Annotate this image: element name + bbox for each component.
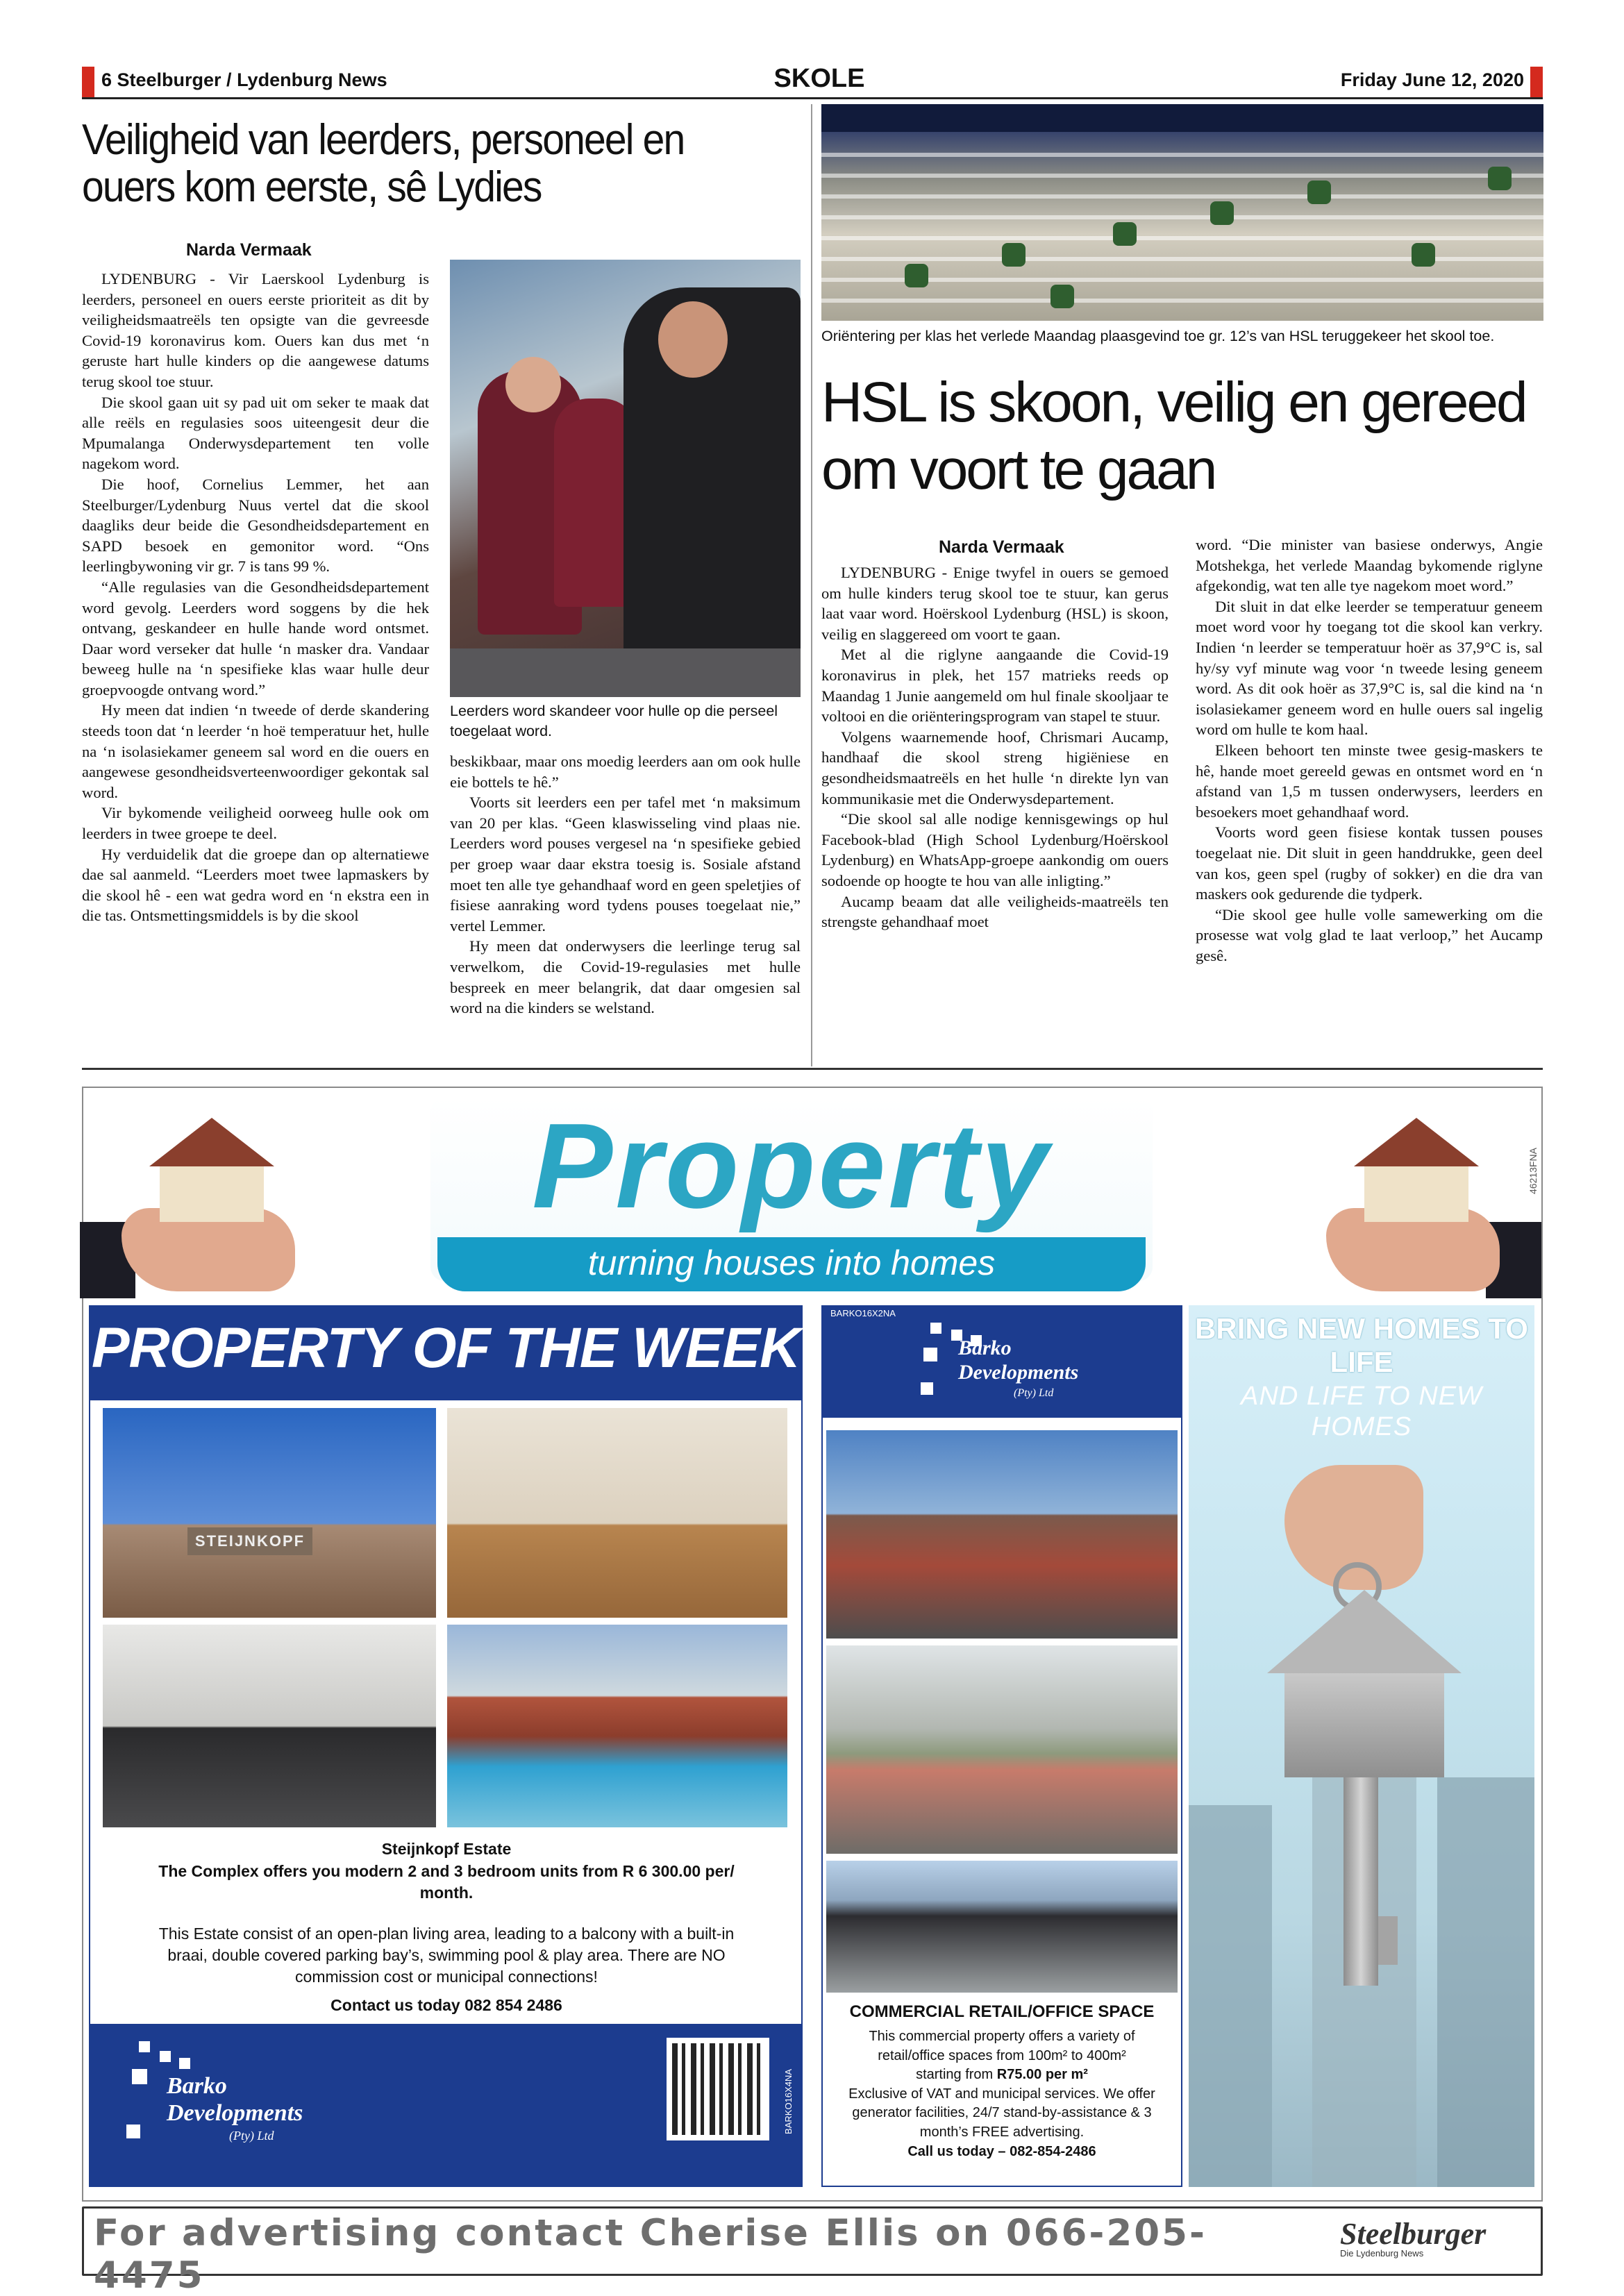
header-section-title: SKOLE (773, 64, 865, 93)
story2-paragraph: “Die skool gee hulle volle samewerking om die prosesse wat volg glad te laat verloop,” het Aucamp gesê. (1196, 905, 1543, 964)
story2-paragraph: word. “Die minister van basiese onderwys, Angie Motshekga, het verlede Maandag bykomende riglyne afgekondig, wat ten alle tye nagekom moet word.” (1196, 536, 1543, 595)
commercial-building-photo (826, 1430, 1178, 1639)
story1-byline: Narda Vermaak (186, 240, 312, 260)
commercial-line: Exclusive of VAT and municipal services. We offer generator facilities, 24/7 stand-by-assistance & 3 month’s FREE advertising. (848, 2086, 1155, 2140)
story2-photo-caption: Oriëntering per klas het verlede Maandag plaasgevind toe gr. 12’s van HSL teruggekeer het skool toe. (821, 328, 1495, 344)
story2-byline: Narda Vermaak (939, 537, 1064, 557)
barko-logo-name: Developments (958, 1361, 1079, 1384)
story2-paragraph: LYDENBURG - Enige twyfel in ouers se gemoed om hulle kinders terug skool toe te stuur, kan gerus laat vaar word. Hoërskool Lydenburg (HSL) is skoon, veilig en slaggereed om voort te gaan. (821, 564, 1169, 643)
potw-offer: The Complex offers you modern 2 and 3 bedroom units from R 6 300.00 per/ month. (158, 1862, 735, 1902)
barko-logo-name: Barko (167, 2073, 227, 2099)
barko-logo-name: Barko (958, 1336, 1012, 1359)
property-subtitle: turning houses into homes (587, 1243, 996, 1282)
steelburger-logo-sub: Die Lydenburg News (1340, 2248, 1424, 2259)
potw-estate-name: Steijnkopf Estate (381, 1840, 512, 1858)
story1-photo (450, 260, 801, 718)
qr-code-icon[interactable] (667, 2038, 769, 2140)
story1-paragraph: Hy meen dat onderwysers die leerlinge terug sal verwelkom, die Covid-19-regulasies met hulle bespreek en meer belangrik, dat daar omgesien sal word na die kinders se welstand. (450, 937, 801, 1017)
house-key-icon (1284, 1673, 1444, 1777)
commercial-price-line (840, 2065, 1164, 2085)
bring-new-homes-headline: BRING NEW HOMES TO LIFE (1195, 1312, 1528, 1379)
story2-photo (821, 104, 1543, 321)
barko-logo-pty: (Pty) Ltd (229, 2129, 274, 2143)
story1-headline: Veiligheid van leerders, personeel en ouers kom eerste, sê Lydies (82, 116, 685, 212)
key-shaft-icon (1343, 1777, 1378, 1986)
story2-paragraph: Dit sluit in dat elke leerder se temperatuur geneem moet word voor hy toegang tot die skool kan verkry. Indien ‘n leerder se temperatuur hoër as 37,9°C is, sal hy/sy vyf minute wag voor ‘n tweede lesing geneem word. As dit ook hoër as 37,9°C is, sal die kind na ‘n isolasiekamer geneem word en hulle ouers sal ingelig word om hulle te kom haal. (1196, 597, 1543, 739)
city-skyline-illustration (1437, 1777, 1534, 2187)
story2-paragraph: Voorts word geen fisiese kontak tussen pouses toegelaat nie. Dit sluit in geen handdrukke, geen deel van kos, geen spel (rugby of sokker) en die dra van maskers ook gedurende die tydperk. (1196, 823, 1543, 903)
bring-new-homes-subline: AND LIFE TO NEW HOMES (1241, 1382, 1482, 1441)
story2-paragraph: Elkeen behoort ten minste twee gesig-maskers te hê, hande moet gereeld gewas en ontsmet word en ‘n afstand van 1,5 m tussen onderwysers, leerders en besoekers moet gehandhaaf word. (1196, 741, 1543, 821)
header-accent-right (1530, 67, 1543, 97)
story1-paragraph: Hy meen dat indien ‘n tweede of derde skandering steeds toon dat ‘n leerder ‘n hoë temperatuur het, hulle na ‘n isolasiekamer geneem sal word en die ouers en aangewese gesondheidsverteenwoordiger gekontak sal word. (82, 701, 429, 801)
story1-paragraph: beskikbaar, maar ons moedig leerders aan om ook hulle eie bottels te hê.” (450, 753, 801, 791)
header-date: Friday June 12, 2020 (1340, 69, 1524, 90)
living-room-photo (447, 1408, 787, 1618)
steelburger-logo: Steelburger (1340, 2217, 1487, 2251)
story2-paragraph: Volgens waarnemende hoof, Chrismari Aucamp, handhaaf die skool streng higiëniese en gesondheidsmaatreëls en het hulle ‘n direkte lyn van kommunikasie met die Onderwysdepartement. (821, 728, 1169, 807)
potw-description: This Estate consist of an open-plan living area, leading to a balcony with a built-in braai, double covered parking bay’s, swimming pool & play area. There are NO commission cost or municipal connections! (158, 1925, 735, 1986)
story1-paragraph: Vir bykomende veiligheid oorweeg hulle ook om leerders in twee groepe te deel. (82, 804, 429, 843)
story1-paragraph: Hy verduidelik dat die groepe dan op alternatiewe dae sal aanmeld. “Leerders moet twee lapmaskers by die skool hê - een wat gedra word en ‘n ekstra een in die tas. Ontsmettingsmiddels is by die skool (82, 845, 429, 925)
house-in-hand-illustration (1326, 1104, 1500, 1298)
story1-paragraph: Die skool gaan uit sy pad uit om seker te maak dat alle reëls en regulasies soos uiteengesit deur die Mpumalanga Onderwysdepartement ten volle nagekom word. (82, 393, 429, 473)
commercial-price: R75.00 per m² (996, 2067, 1088, 2083)
barko-logo-name: Developments (167, 2100, 303, 2126)
story2-column-1 (821, 562, 1169, 932)
commercial-parking-photo (826, 1645, 1178, 1854)
advert-code: 46213FNA (1527, 1148, 1539, 1194)
commercial-call: Call us today – 082-854-2486 (907, 2143, 1096, 2159)
story2-headline: HSL is skoon, veilig en gereed om voort te gaan (821, 371, 1526, 501)
story1-paragraph: Voorts sit leerders een per tafel met ‘n maksimum van 20 per klas. “Geen klaswisseling vind plaas nie. Leerders word pouses vergesel na ‘n spesifieke gebied per groep waar daar ekstra toesig is. Sosiale afstand moet ten alle tye gehandhaaf word en geen speletjies of fisiese aanraking word tydens pouses toegelaat nie,” vertel Lemmer. (450, 794, 801, 935)
advert-code: BARKO16X2NA (830, 1308, 896, 1318)
story1-paragraph: LYDENBURG - Vir Laerskool Lydenburg is leerders, personeel en ouers eerste prioriteit as dit by veiligheidsmaatreëls ten opsigte van die gevreesde Covid-19 koronavirus kom. Ouers kan dus met ‘n geruste hart hulle kinders op die aangewese datums terug skool toe stuur. (82, 270, 429, 390)
potw-title: PROPERTY OF THE WEEK (91, 1316, 801, 1380)
commercial-price-prefix: starting from (916, 2067, 997, 2083)
advert-code: BARKO16X4NA (783, 2069, 794, 2134)
city-skyline-illustration (1189, 1805, 1272, 2187)
commercial-body (826, 2027, 1178, 2161)
story1-paragraph: “Alle regulasies van die Gesondheidsdepartement word gevolg. Leerders word soggens by die hek ontvang, geskandeer en hulle hande word ontsmet. Daar word verseker dat hulle ‘n masker dra. Vandaar beweeg hulle na ‘n spesifieke klas waar hulle deur groepvoogde ontvang word.” (82, 578, 429, 698)
story2-paragraph: Aucamp beaam dat alle veiligheids-maatreëls ten strengste gehandhaaf moet (821, 892, 1169, 931)
house-key-icon (1267, 1590, 1462, 1673)
property-title: Property (532, 1098, 1051, 1233)
header-accent-left (82, 67, 94, 97)
column-divider (811, 104, 812, 1066)
kitchen-photo (103, 1625, 436, 1827)
story2-column-2 (1196, 535, 1543, 966)
section-rule (82, 1068, 1543, 1070)
commercial-carport-photo (826, 1861, 1178, 1993)
estate-sign: STEIJNKOPF (187, 1527, 312, 1555)
story1-photo-caption: Leerders word skandeer voor hulle op die perseel toegelaat word. (450, 697, 801, 741)
pool-photo (447, 1625, 787, 1827)
header-page-publication: 6 Steelburger / Lydenburg News (101, 69, 387, 90)
commercial-line: This commercial property offers a variety of retail/office spaces from 100m² to 400m² (869, 2029, 1135, 2063)
key-tooth-icon (1378, 1916, 1398, 1965)
advertising-contact-text: For advertising contact Cherise Ellis on 066-205-4475 (94, 2212, 1207, 2296)
story2-paragraph: Met al die riglyne aangaande die Covid-19 koronavirus in plek, het 157 matrieks reeds op Maandag 1 Junie aangemeld om hul finale skooljaar te voltooi en die oriënteringsprogram van stapel te stuur. (821, 646, 1169, 726)
story1-column-2 (450, 751, 801, 1019)
barko-logo-pty: (Pty) Ltd (1014, 1387, 1054, 1399)
potw-contact: Contact us today 082 854 2486 (330, 1996, 562, 2014)
commercial-title: COMMERCIAL RETAIL/OFFICE SPACE (849, 2002, 1155, 2021)
story2-paragraph: “Die skool sal alle nodige kennisgewings op hul Facebook-blad (High School Lydenburg/Hoërskool Lydenburg) en WhatsApp-groepe aankondig om ouers sodoende op hoogte te hou van alle inligting.” (821, 810, 1169, 889)
story1-paragraph: Die hoof, Cornelius Lemmer, het aan Steelburger/Lydenburg Nuus vertel dat die skool daagliks deur beide die Gesondheidsdepartement en SAPD besoek en gemonitor word. “Ons leerlingbywoning vir gr. 7 is tans 99 %. (82, 475, 429, 576)
header-rule (82, 97, 1543, 99)
estate-exterior-photo (103, 1408, 436, 1618)
story1-column-1 (82, 269, 429, 926)
house-in-hand-illustration (122, 1104, 295, 1298)
